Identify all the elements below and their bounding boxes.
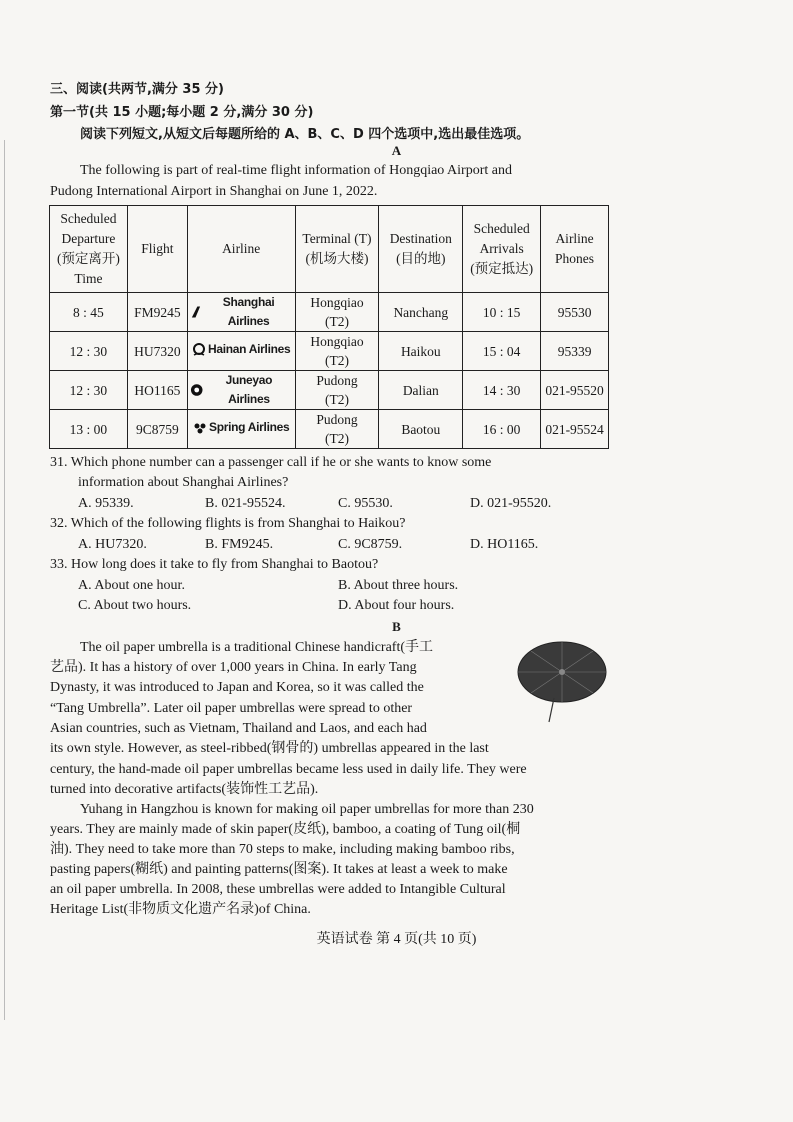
part-b-line: years. They are mainly made of skin paper(皮纸), bamboo, a coating of Tung oil(桐 [50,822,521,837]
header-cell: Airline [187,206,295,293]
part-b-line: an oil paper umbrella. In 2008, these umbrellas were added to Intangible Cultural [50,882,506,897]
part-b-line: its own style. However, as steel-ribbed(钢骨的) umbrellas appeared in the last [50,741,489,756]
departure-cell: 12 : 30 [50,332,128,371]
question-31-option-d[interactable]: D. 021-95520. [470,496,552,511]
destination-cell: Haikou [379,332,463,371]
arrival-cell: 14 : 30 [463,371,541,410]
destination-cell: Nanchang [379,293,463,332]
table-row [50,332,609,371]
phone-cell: 95339 [541,332,609,371]
question-31: 31. Which phone number can a passenger call if he or she wants to know some [50,455,492,470]
question-33-option-c[interactable]: C. About two hours. [78,598,192,613]
hainan-airlines-logo-icon [192,343,206,357]
spring-airlines-logo-icon [193,421,207,435]
destination-cell: Baotou [379,410,463,449]
flight-cell: 9C8759 [127,410,187,449]
question-31-option-a[interactable]: A. 95339. [78,496,134,511]
airline-cell: Hainan Airlines [187,332,295,371]
departure-cell: 12 : 30 [50,371,128,410]
question-33-option-a[interactable]: A. About one hour. [78,578,185,593]
flight-cell: HO1165 [127,371,187,410]
section-subtitle: 第一节(共 15 小题;每小题 2 分,满分 30 分) [50,105,314,120]
terminal-cell: Hongqiao (T2) [295,332,379,371]
departure-cell: 13 : 00 [50,410,128,449]
flight-cell: HU7320 [127,332,187,371]
question-32: 32. Which of the following flights is from Shanghai to Haikou? [50,516,406,531]
question-33-option-b[interactable]: B. About three hours. [338,578,459,593]
part-a-intro-line1: The following is part of real-time flight information of Hongqiao Airport and [80,163,512,178]
table-row [50,371,609,410]
phone-cell: 021-95520 [541,371,609,410]
oil-paper-umbrella-image [512,638,608,724]
header-cell: Airline Phones [541,206,609,293]
airline-cell: Spring Airlines [187,410,295,449]
header-cell: Terminal (T) (机场大楼) [295,206,379,293]
terminal-cell: Hongqiao (T2) [295,293,379,332]
part-a-intro-line2: Pudong International Airport in Shanghai on June 1, 2022. [50,184,378,199]
flight-table [49,205,609,449]
part-a-letter: A [391,143,402,158]
arrival-cell: 10 : 15 [463,293,541,332]
phone-cell: 021-95524 [541,410,609,449]
part-b-line: pasting papers(糊纸) and painting patterns(图案). It takes at least a week to make [50,862,508,877]
part-b-letter: B [392,619,401,634]
table-row [50,293,609,332]
phone-cell: 95530 [541,293,609,332]
table-header-row [50,206,609,293]
part-b-line: “Tang Umbrella”. Later oil paper umbrellas were spread to other [50,701,413,716]
header-cell: Scheduled Arrivals (预定抵达) [463,206,541,293]
part-b-line: Yuhang in Hangzhou is known for making oil paper umbrellas for more than 230 [80,802,534,817]
question-32-option-d[interactable]: D. HO1165. [470,537,539,552]
terminal-cell: Pudong (T2) [295,410,379,449]
section-instruction: 阅读下列短文,从短文后每题所给的 A、B、C、D 四个选项中,选出最佳选项。 [80,127,530,142]
section-title: 三、阅读(共两节,满分 35 分) [50,82,224,97]
flight-cell: FM9245 [127,293,187,332]
question-33: 33. How long does it take to fly from Shanghai to Baotou? [50,557,379,572]
header-cell: Flight [127,206,187,293]
part-b-line: Asian countries, such as Vietnam, Thailand and Laos, and each had [50,721,427,736]
arrival-cell: 16 : 00 [463,410,541,449]
question-31-option-b[interactable]: B. 021-95524. [205,496,286,511]
airline-cell: Juneyao Airlines [187,371,295,410]
header-cell: Destination (目的地) [379,206,463,293]
margin-line [4,140,5,1020]
question-32-option-c[interactable]: C. 9C8759. [338,537,403,552]
table-row [50,410,609,449]
part-b-line: century, the hand-made oil paper umbrellas became less used in daily life. They were [50,762,527,777]
part-b-line: Heritage List(非物质文化遗产名录)of China. [50,902,311,917]
arrival-cell: 15 : 04 [463,332,541,371]
question-32-option-a[interactable]: A. HU7320. [78,537,147,552]
part-b-line: The oil paper umbrella is a traditional Chinese handicraft(手工 [80,640,433,655]
part-b-line: 油). They need to take more than 70 steps to make, including making bamboo ribs, [50,842,515,857]
page-footer: 英语试卷 第 4 页(共 10 页) [316,932,477,947]
header-cell: Scheduled Departure (预定离开) Time [50,206,128,293]
destination-cell: Dalian [379,371,463,410]
part-b-line: 艺品). It has a history of over 1,000 years in China. In early Tang [50,660,417,675]
departure-cell: 8 : 45 [50,293,128,332]
question-31-option-c[interactable]: C. 95530. [338,496,393,511]
question-32-option-b[interactable]: B. FM9245. [205,537,274,552]
juneyao-airlines-logo-icon [190,383,203,397]
question-31-line2: information about Shanghai Airlines? [78,475,289,490]
part-b-line: Dynasty, it was introduced to Japan and Korea, so it was called the [50,680,424,695]
airline-cell: Shanghai Airlines [187,293,295,332]
question-33-option-d[interactable]: D. About four hours. [338,598,455,613]
terminal-cell: Pudong (T2) [295,371,379,410]
shanghai-airlines-logo-icon [190,305,203,319]
part-b-line: turned into decorative artifacts(装饰性工艺品). [50,782,319,797]
